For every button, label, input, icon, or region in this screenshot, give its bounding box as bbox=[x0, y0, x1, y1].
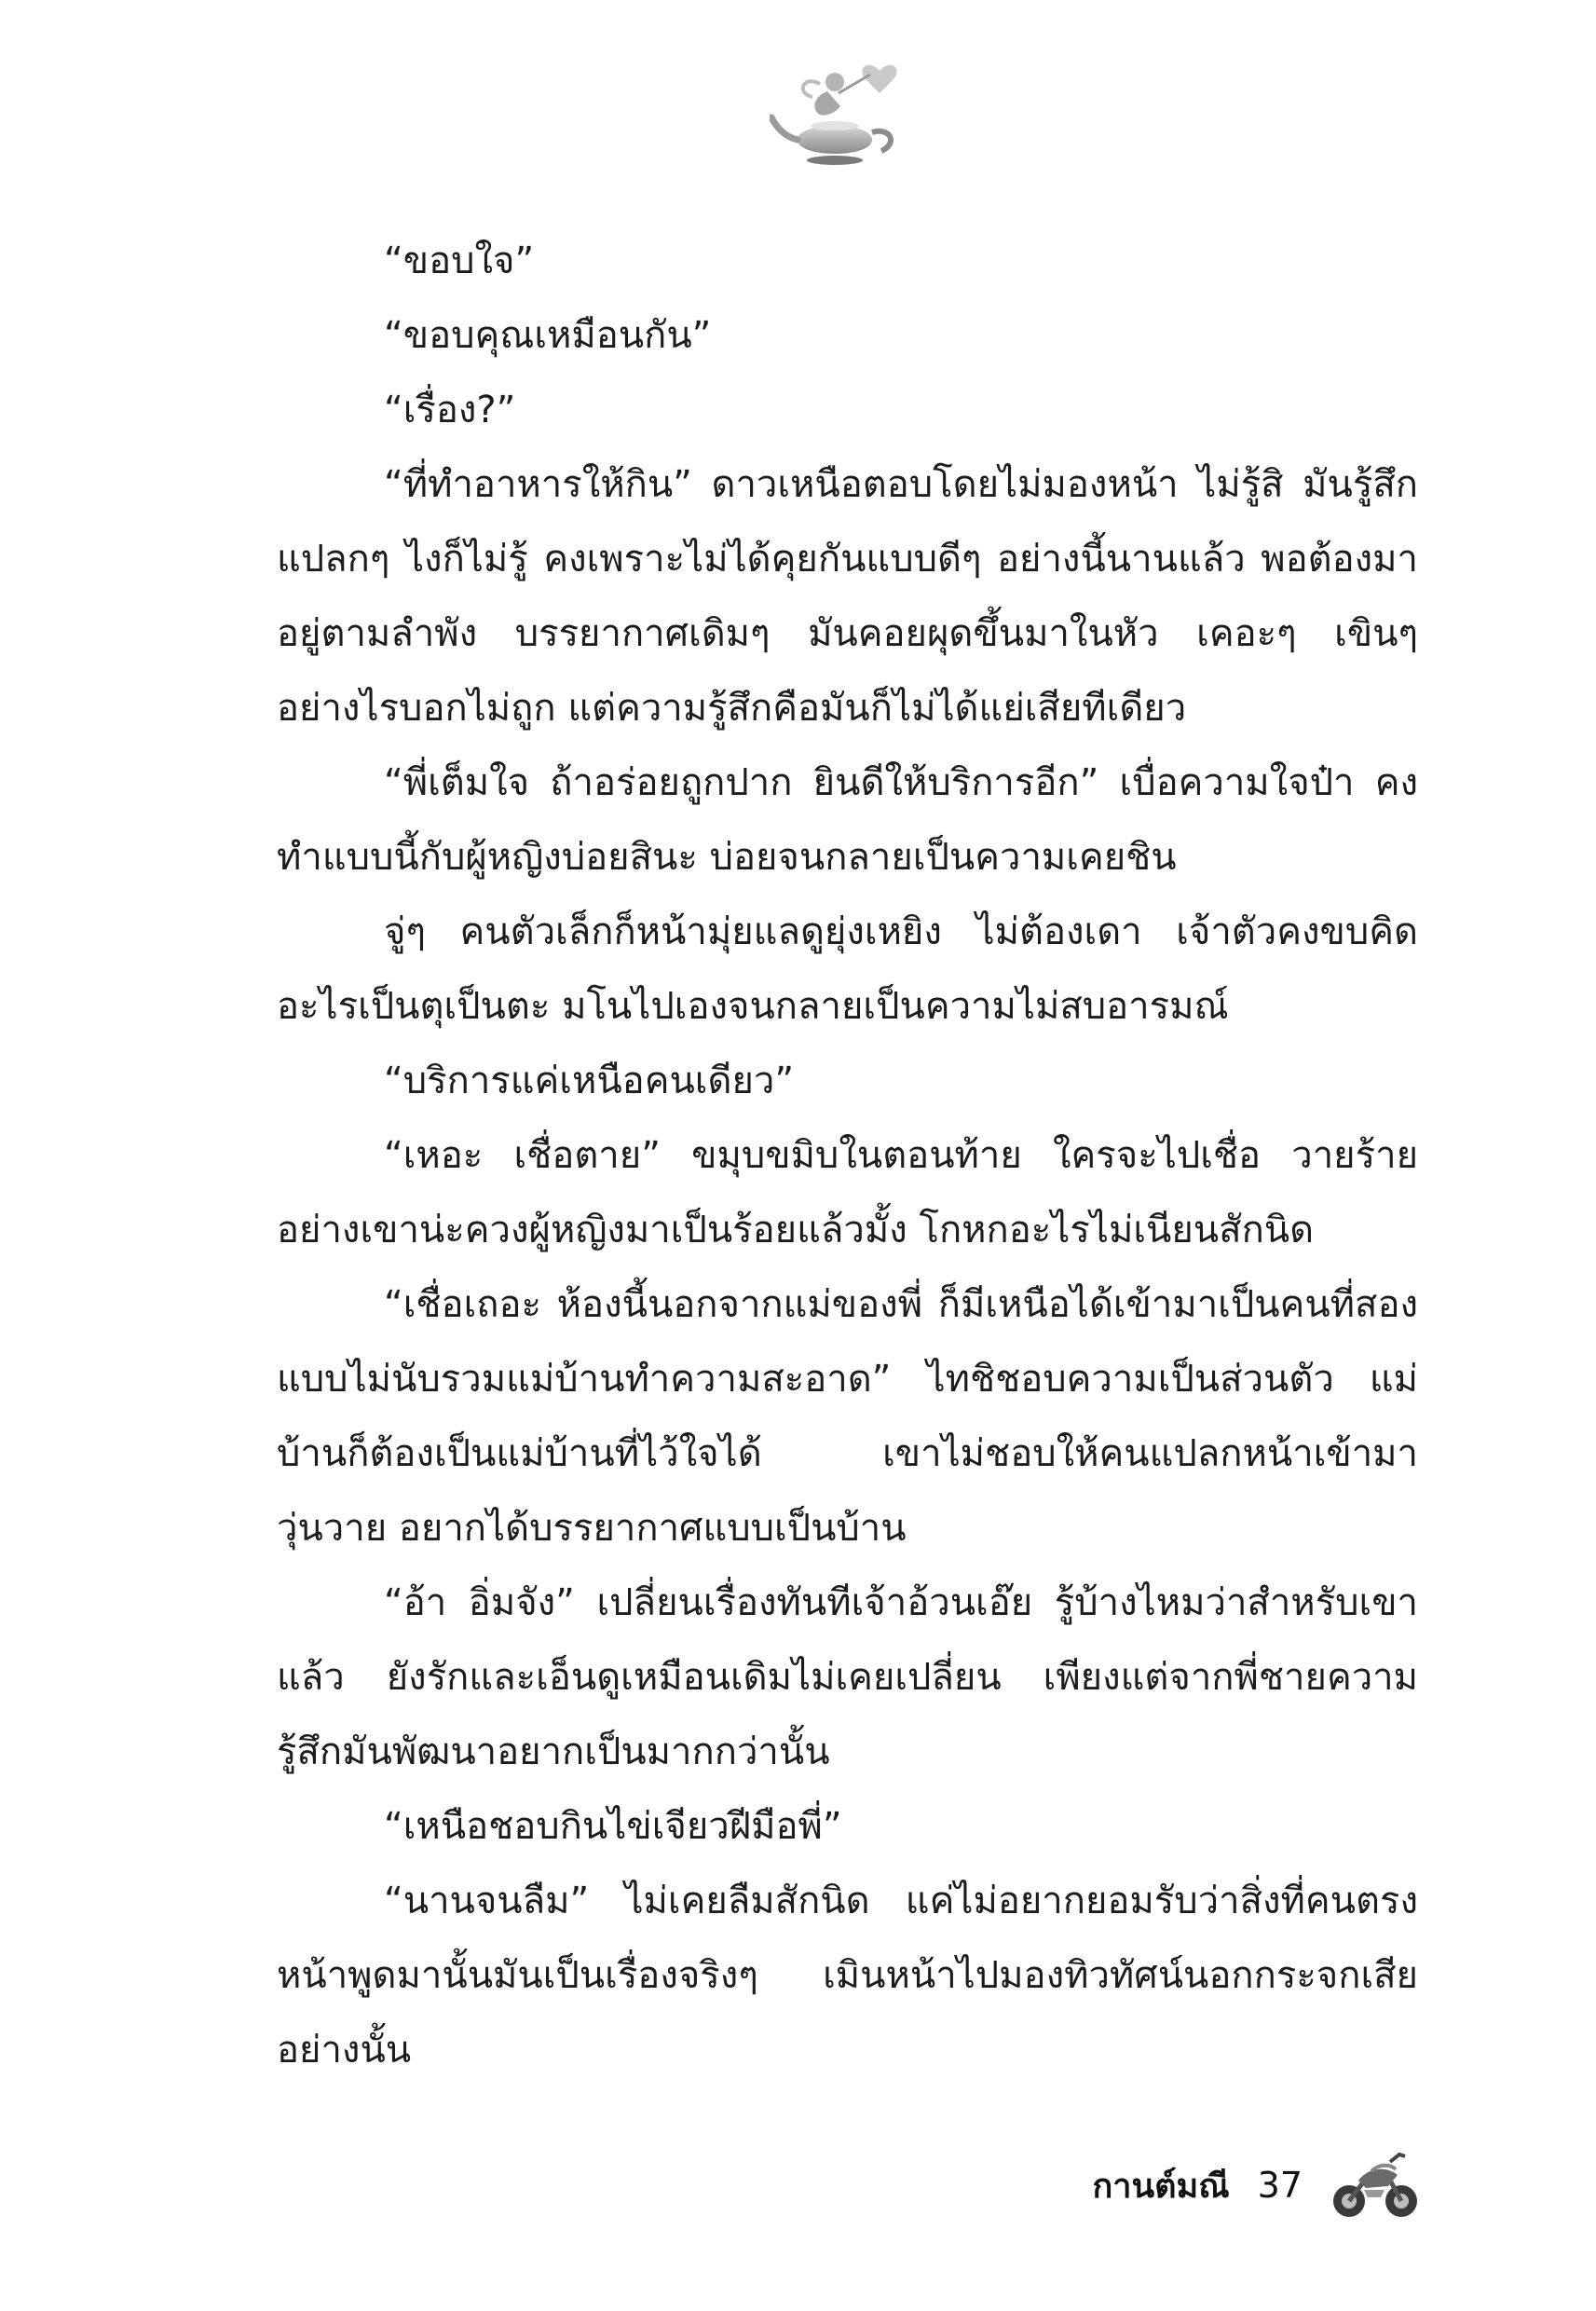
motorcycle-icon bbox=[1330, 2143, 1419, 2227]
paragraph: “เชื่อเถอะ ห้องนี้นอกจากแม่ของพี่ ก็มีเหนือได้เข้ามาเป็นคนที่สอง แบบไม่นับรวมแม่บ้านทำความสะอาด” ไทชิชอบความเป็นส่วนตัว แม่บ้านก็ต้องเป็นแม่บ้านที่ไว้ใจได้ เขาไม่ชอบให้คนแปลกหน้าเข้ามาวุ่นวาย อยากได้บรรยากาศแบบเป็นบ้าน bbox=[277, 1283, 1418, 1550]
paragraph: “อ้า อิ่มจัง” เปลี่ยนเรื่องทันทีเจ้าอ้วนเอ๊ย รู้บ้างไหมว่าสำหรับเขาแล้ว ยังรักและเอ็นดูเหมือนเดิมไม่เคยเปลี่ยน เพียงแต่จากพี่ชายความรู้สึกมันพัฒนาอยากเป็นมากกว่านั้น bbox=[277, 1581, 1418, 1773]
page-footer bbox=[1093, 2134, 1420, 2236]
paragraph: จู่ๆ คนตัวเล็กก็หน้ามุ่ยแลดูยุ่งเหยิง ไม่ต้องเดา เจ้าตัวคงขบคิดอะไรเป็นตุเป็นตะ มโนไปเองจนกลายเป็นความไม่สบอารมณ์ bbox=[277, 910, 1418, 1028]
page-number: 37 bbox=[1257, 2165, 1303, 2206]
author-name: กานต์มณี bbox=[1092, 2167, 1230, 2206]
cupid-teapot-icon bbox=[770, 54, 919, 175]
body-text bbox=[277, 224, 1418, 2087]
paragraph: “บริการแค่เหนือคนเดียว” bbox=[384, 1060, 795, 1102]
paragraph: “นานจนลืม” ไม่เคยลืมสักนิด แค่ไม่อยากยอมรับว่าสิ่งที่คนตรงหน้าพูดมานั้นมันเป็นเรื่องจริงๆ เมินหน้าไปมองทิวทัศน์นอกกระจกเสียอย่างนั้น bbox=[277, 1880, 1418, 2072]
paragraph: “เหอะ เชื่อตาย” ขมุบขมิบในตอนท้าย ใครจะไปเชื่อ วายร้ายอย่างเขาน่ะควงผู้หญิงมาเป็นร้อยแล้วมั้ง โกหกอะไรไม่เนียนสักนิด bbox=[277, 1134, 1418, 1251]
paragraph: “พี่เต็มใจ ถ้าอร่อยถูกปาก ยินดีให้บริการอีก” เบื่อความใจป๋า คงทำแบบนี้กับผู้หญิงบ่อยสินะ บ่อยจนกลายเป็นความเคยชิน bbox=[277, 761, 1418, 879]
paragraph: “เรื่อง?” bbox=[384, 389, 516, 431]
paragraph: “ขอบใจ” bbox=[384, 239, 535, 282]
paragraph: “ที่ทำอาหารให้กิน” ดาวเหนือตอบโดยไม่มองหน้า ไม่รู้สิ มันรู้สึกแปลกๆ ไงก็ไม่รู้ คงเพราะไม่ได้คุยกันแบบดีๆ อย่างนี้นานแล้ว พอต้องมาอยู่ตามลำพัง บรรยากาศเดิมๆ มันคอยผุดขึ้นมาในหัว เคอะๆ เขินๆ อย่างไรบอกไม่ถูก แต่ความรู้สึกคือมันก็ไม่ได้แย่เสียทีเดียว bbox=[277, 463, 1418, 730]
paragraph: “เหนือชอบกินไข่เจียวฝีมือพี่” bbox=[384, 1805, 842, 1848]
paragraph: “ขอบคุณเหมือนกัน” bbox=[384, 314, 712, 357]
